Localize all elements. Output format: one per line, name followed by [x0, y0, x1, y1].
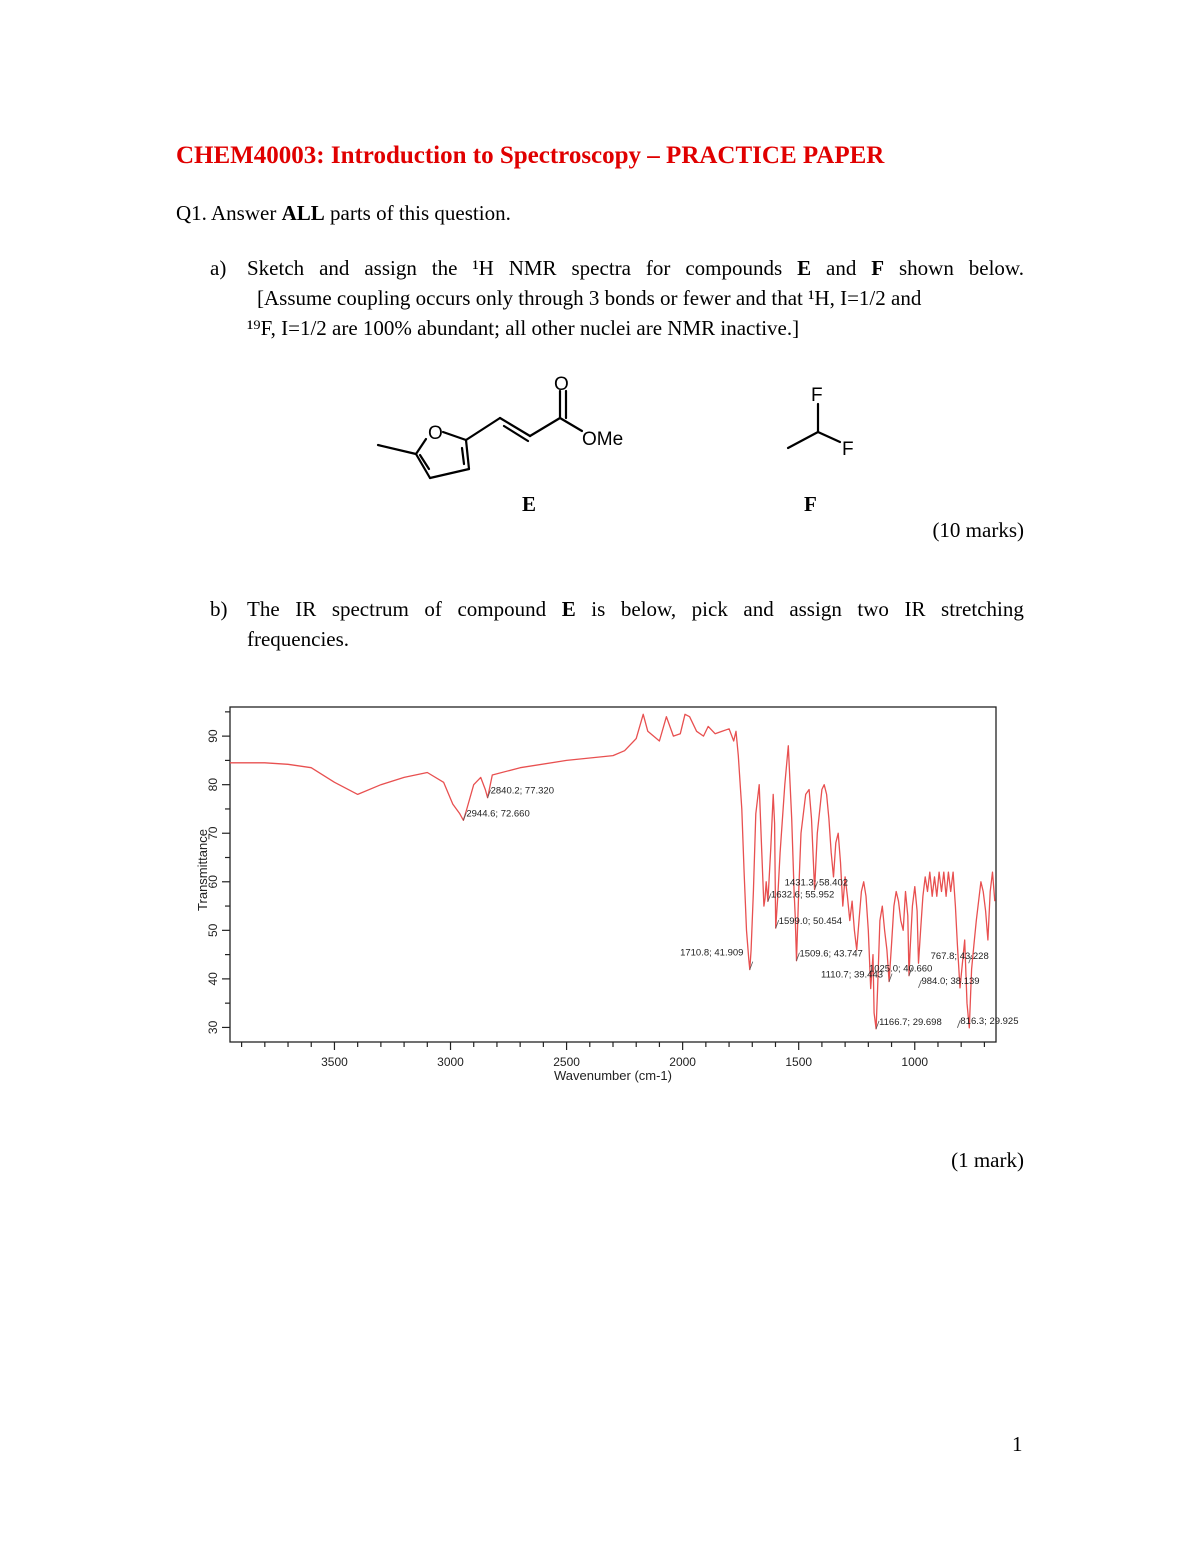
word: the	[431, 256, 458, 280]
word: Sketch	[247, 256, 305, 280]
question-intro	[176, 201, 511, 226]
peak-annotation-label: 1166.7; 29.698	[879, 1016, 942, 1028]
peak-annotation-label: 2944.6; 72.660	[466, 808, 530, 820]
ir-spectrum-chart	[190, 690, 1019, 1090]
molecule-e-structure	[370, 365, 670, 525]
molecule-e-ome-group: OMe	[582, 429, 624, 450]
x-tick-label: 3500	[321, 1055, 348, 1069]
molecule-e-carbonyl-oxygen: O	[554, 374, 569, 395]
question-emphasis: ALL	[281, 201, 325, 225]
peak-annotation-label: 2840.2; 77.320	[490, 785, 555, 797]
word: assign	[789, 597, 842, 621]
y-tick-label: 70	[206, 826, 220, 840]
molecule-f-fluorine-1: F	[811, 385, 823, 406]
molecule-f-structure	[780, 380, 880, 470]
molecule-e-ring-oxygen: O	[428, 423, 443, 444]
word: and	[743, 597, 774, 621]
word: two	[857, 597, 889, 621]
word: stretching	[941, 597, 1024, 621]
y-tick-label: 60	[206, 875, 220, 889]
y-tick-label: 50	[206, 923, 220, 938]
peak-annotation-label: 767.8; 43.228	[930, 951, 989, 963]
x-tick-label: 1500	[785, 1055, 813, 1069]
page-number: 1	[1012, 1432, 1023, 1456]
word: IR	[904, 597, 926, 621]
word: E	[561, 597, 576, 621]
page-title: CHEM40003: Introduction to Spectroscopy – PRACTICE PAPER	[176, 142, 885, 169]
molecule-f-fluorine-2: F	[842, 439, 854, 460]
x-tick-label: 1000	[901, 1055, 929, 1069]
y-tick-label: 40	[206, 972, 220, 986]
peak-annotation-label: 984.0; 38.139	[921, 975, 980, 987]
part-b-marker: b)	[210, 597, 228, 621]
chart-plot-frame	[230, 707, 996, 1042]
x-tick-label: 2500	[553, 1055, 580, 1069]
word: ¹H	[472, 256, 494, 280]
part-a-marks: (10 marks)	[932, 518, 1024, 542]
y-tick-label: 90	[206, 729, 220, 743]
part-b-marks: (1 mark)	[951, 1148, 1024, 1172]
part-b-text	[247, 594, 1024, 654]
peak-annotation-label: 1632.6; 55.952	[770, 889, 835, 901]
peak-annotation-label: 1025.0; 40.660	[868, 963, 933, 975]
word: NMR	[508, 256, 557, 280]
x-tick-label: 2000	[669, 1055, 696, 1069]
word: pick	[691, 597, 728, 621]
question-suffix: parts of this question.	[324, 201, 511, 225]
word: The	[247, 597, 280, 621]
word: spectrum	[331, 597, 409, 621]
part-a-line-1	[247, 253, 1024, 283]
word: compound	[457, 597, 547, 621]
part-a-marker: a)	[210, 256, 227, 280]
x-tick-label: 3000	[437, 1055, 464, 1069]
chart-x-axis-label: Wavenumber (cm-1)	[554, 1068, 672, 1083]
word: for	[645, 256, 671, 280]
peak-annotation-label: 816.3; 29.925	[960, 1015, 1019, 1027]
y-tick-label: 30	[206, 1020, 220, 1035]
word: and	[319, 256, 350, 280]
word: is	[591, 597, 606, 621]
y-tick-label: 80	[206, 778, 220, 792]
part-a-line-3: ¹⁹F, I=1/2 are 100% abundant; all other nuclei are NMR inactive.]	[247, 316, 800, 340]
part-a-line-2: [Assume coupling occurs only through 3 bonds or fewer and that ¹H, I=1/2 and	[257, 286, 922, 310]
word: spectra	[571, 256, 631, 280]
peak-annotation-label: 1710.8; 41.909	[680, 947, 744, 959]
chart-y-axis-label: Transmittance	[195, 829, 210, 911]
question-prefix: Q1. Answer	[176, 201, 282, 225]
molecule-e-label: E	[522, 492, 537, 516]
word: assign	[364, 256, 417, 280]
word: compounds	[685, 256, 783, 280]
word: E	[797, 256, 812, 280]
peak-annotation-label: 1509.6; 43.747	[799, 948, 863, 960]
part-b-line-2: frequencies.	[247, 627, 350, 651]
word: and	[826, 256, 857, 280]
molecule-f-label: F	[804, 492, 817, 516]
peak-annotation-label: 1431.3; 58.402	[784, 877, 849, 889]
part-b-line-1	[247, 594, 1024, 624]
word: of	[424, 597, 442, 621]
part-a-text	[247, 253, 1024, 343]
word: shown	[899, 256, 954, 280]
word: IR	[295, 597, 317, 621]
word: below,	[620, 597, 677, 621]
word: F	[871, 256, 885, 280]
peak-annotation-label: 1599.0; 50.454	[778, 916, 843, 928]
peak-annotation-label: 1110.7; 39.443	[821, 969, 884, 981]
word: below.	[968, 256, 1024, 280]
